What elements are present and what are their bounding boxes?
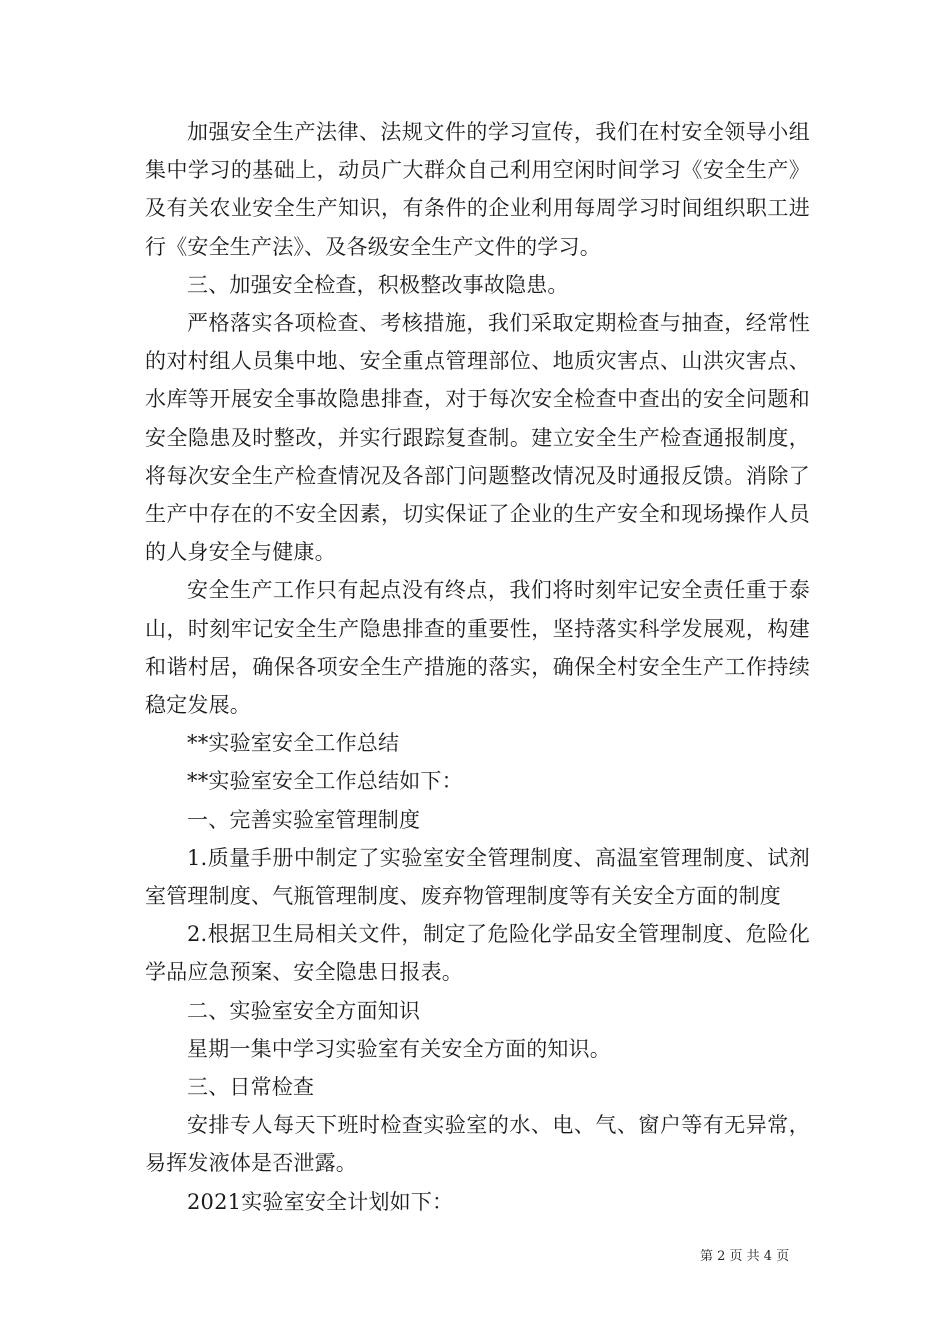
paragraph: 严格落实各项检查、考核措施，我们采取定期检查与抽查，经常性的对村组人员集中地、安全重点管理部位、地质灾害点、山洪灾害点、水库等开展安全事故隐患排查，对于每次安全检查中查出的安全问题和安全隐患及时整改，并实行跟踪复查制。建立安全生产检查通报制度，将每次安全生产检查情况及各部门问题整改情况及时通报反馈。消除了生产中存在的不安全因素，切实保证了企业的生产安全和现场操作人员的人身安全与健康。 <box>145 311 810 565</box>
list-item: 2.根据卫生局相关文件，制定了危险化学品安全管理制度、危险化学品应急预案、安全隐患日报表。 <box>145 922 810 985</box>
page-number: 第 2 页 共 4 页 <box>700 1249 790 1264</box>
list-item: 1.质量手册中制定了实验室安全管理制度、高温室管理制度、试剂室管理制度、气瓶管理制度、废弃物管理制度等有关安全方面的制度 <box>145 845 810 909</box>
section-heading: 二、实验室安全方面知识 <box>187 998 421 1023</box>
section-heading: 三、日常检查 <box>187 1075 315 1100</box>
paragraph: 安排专人每天下班时检查实验室的水、电、气、窗户等有无异常，易挥发液体是否泄露。 <box>145 1113 810 1176</box>
section-heading: 一、完善实验室管理制度 <box>187 807 421 832</box>
document-subtitle: **实验室安全工作总结 <box>187 731 400 756</box>
paragraph: 星期一集中学习实验室有关安全方面的知识。 <box>187 1036 611 1061</box>
section-heading: 三、加强安全检查，积极整改事故隐患。 <box>187 272 569 297</box>
paragraph: 2021实验室安全计划如下： <box>187 1189 454 1214</box>
paragraph: 安全生产工作只有起点没有终点，我们将时刻牢记安全责任重于泰山，时刻牢记安全生产隐患排查的重要性，坚持落实科学发展观，构建和谐村居，确保各项安全生产措施的落实，确保全村安全生产工作持续稳定发展。 <box>145 578 810 718</box>
document-body <box>145 113 810 1221</box>
paragraph: 加强安全生产法律、法规文件的学习宣传，我们在村安全领导小组集中学习的基础上，动员广大群众自己利用空闲时间学习《安全生产》及有关农业安全生产知识，有条件的企业利用每周学习时间组织职工进行《安全生产法》、及各级安全生产文件的学习。 <box>145 120 810 259</box>
paragraph: **实验室安全工作总结如下： <box>187 769 463 794</box>
